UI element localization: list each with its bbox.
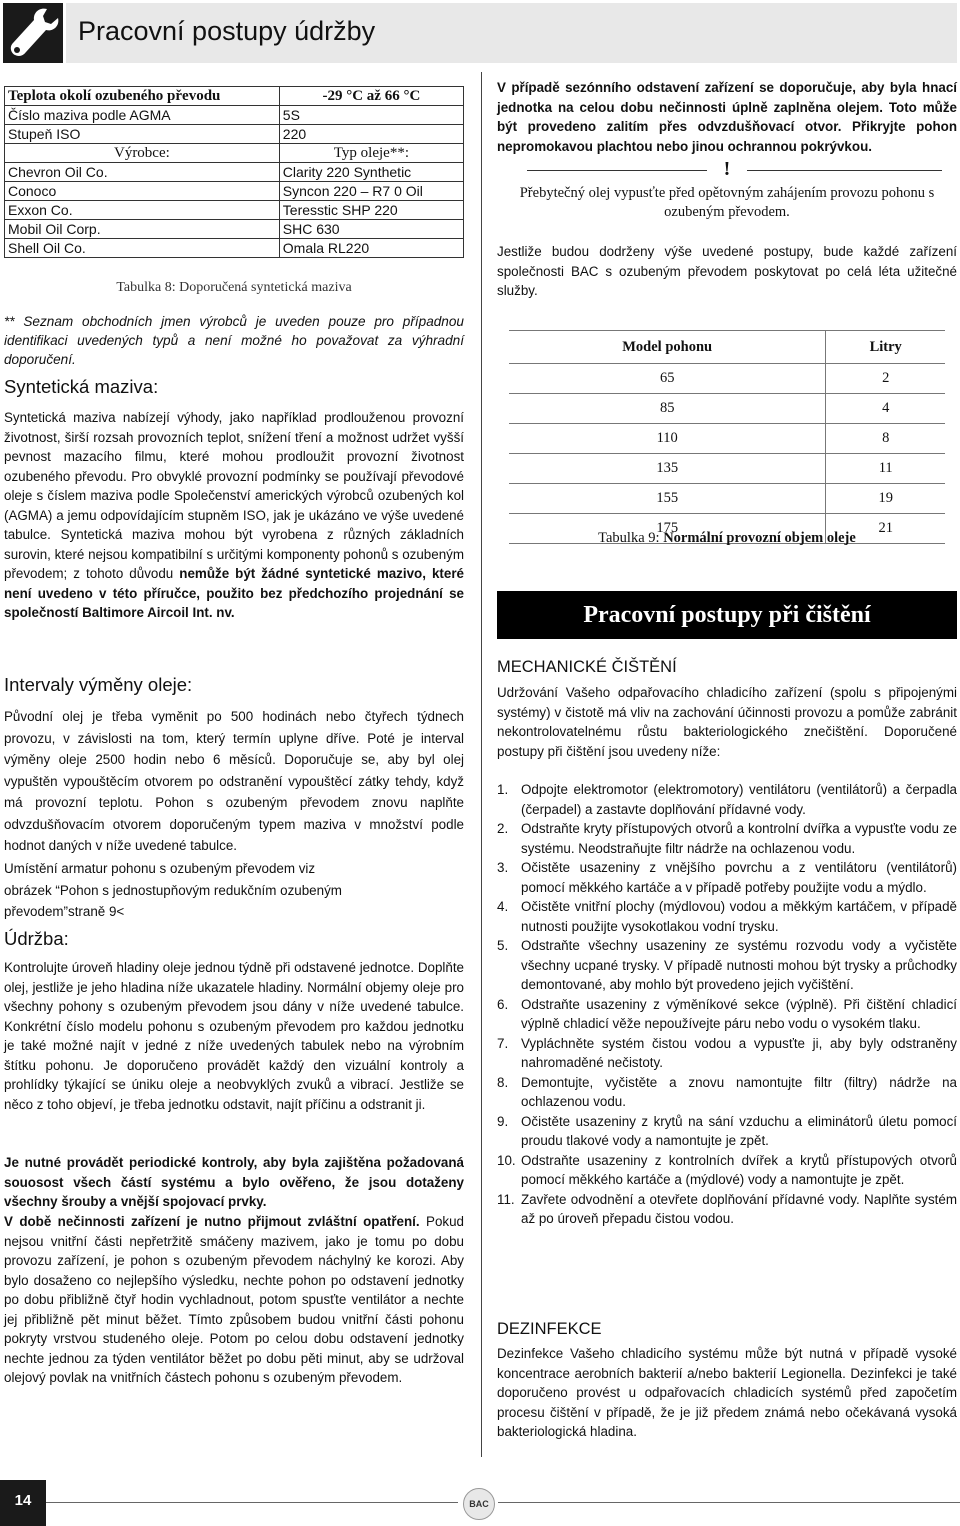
table-subheader-row: [5, 144, 464, 163]
step-number: 3.: [497, 860, 509, 875]
warning-text: Přebytečný olej vypusťte před opětovným zahájením provozu pohonu s ozubeným převodem.: [519, 185, 935, 220]
oil-type-header: Typ oleje**:: [279, 144, 463, 163]
table-row: [5, 220, 464, 239]
temp-range: -29 °C až 66 °C: [279, 87, 463, 106]
model-cell: 155: [509, 484, 826, 514]
synthetic-lubricants-table: [4, 86, 464, 258]
table-row: [5, 163, 464, 182]
disinfection-text: Dezinfekce Vašeho chladicího systému může být nutná v případě vysoké koncentrace aerobních bakterií a/nebo bakterií Legionella. Dezinfekci je také doporučeno provést u odpařovacích chladicích systémů před započetím procesu čištění v případě, že je již předem známá nebo očekávaná vysoká bakteriologická hladina.: [497, 1346, 957, 1439]
list-item: [497, 1073, 957, 1112]
liters-cell: 4: [826, 394, 945, 424]
step-text: Očistěte usazeniny z vnějšího povrchu a z ventilátoru (ventilátorů) pomocí měkkého kartáče a v případě potřeby použijte vodu a mýdlo.: [521, 860, 957, 895]
step-number: 9.: [497, 1113, 509, 1129]
list-item: [497, 780, 957, 819]
step-number: 5.: [497, 938, 509, 953]
idle-paragraph: [4, 1212, 464, 1388]
step-text: Očistěte vnitřní plochy (mýdlovou) vodou a měkkým kartáčem, v případě nutnosti použijte vysokotlakou vodní trysku.: [521, 899, 957, 934]
synthetic-text: Syntetická maziva nabízejí výhody, jako například prodlouženou provozní životnost, širší rozsah provozních teplot, snížení tření a možnost udržet vyšší pevnost mazacího filmu, které mohou prodloužit provozní životnost ozubeného převodu. Pro obvyklé provozní podmínky se používají převodové oleje s číslem maziva podle Společenství amerických výrobců ozubených kol (AGMA) a jemu odpovídajícím stupněm ISO, jak je ukázáno ve výše uvedené tabulce. Syntetická maziva mohou být vyrobena z různých základních surovin, které nejsou kompatibilní s určitými komponenty pohonů s ozubeným převodem; z tohoto důvodu: [4, 410, 464, 581]
step-number: 8.: [497, 1074, 509, 1090]
maintenance-heading: Údržba:: [4, 928, 69, 949]
list-item: [497, 858, 957, 897]
oil-volume-table: [509, 330, 945, 544]
table-row: [5, 125, 464, 144]
model-cell: 135: [509, 454, 826, 484]
column-divider: [481, 72, 482, 1457]
step-text: Odpojte elektromotor (elektromotory) ventilátoru (ventilátorů) a čerpadla (čerpadel) a zastavte doplňování přídavné vody.: [521, 782, 957, 817]
oil-cell: Omala RL220: [279, 239, 463, 258]
table-row: [509, 424, 945, 454]
step-number: 1.: [497, 782, 509, 797]
idle-text: Pokud nejsou vnitřní části nepřetržitě smáčeny mazivem, jako je tomu po dobu provozu zařízení, je pohon s ozubeným převodem náchylný ke korozi. Aby bylo dosaženo co nejlepšího výsledku, nechte pohon po odstavení jednotky po dobu přibližně čtyř hodin vychladnout, potom spusťte ventilátor a nechte jej přibližně pět minut běžet. Tímto způsobem budou vnitřní části pohonu pokryty vrstvou studeného oleje. Potom po celou dobu odstavení jednotky nechte jednou za týden ventilátor běžet po dobu pěti minut, aby se udržoval olejový povlak na vnitřních částech pohonu s ozubeným převodem.: [4, 1214, 464, 1385]
table-row: [5, 106, 464, 125]
step-text: Očistěte usazeniny z krytů na sání vzduchu a eliminátorů úletu pomocí proudu tlakové vody a namontujte je zpět.: [521, 1113, 957, 1148]
oil-cell: Syncon 220 – R7 0 Oil: [279, 182, 463, 201]
exclamation-icon: !: [723, 158, 731, 180]
maker-cell: Mobil Oil Corp.: [5, 220, 280, 239]
page-header: [0, 0, 960, 64]
mechanical-cleaning-intro: Udržování Vašeho odpařovacího chladicího zařízení (spolu s připojenými systémy) v čistotě má vliv na zachování účinnosti provozu a pomůže zabránit nekontrolovatelnému růstu bakteriologického znečištění. Doporučené postupy při čištění jsou uvedeny níže:: [497, 685, 957, 759]
bac-service-paragraph: Jestliže budou dodrženy výše uvedené postupy, bude každé zařízení společnosti BAC s ozubeným převodem poskytovat po celá léta užitečné služby.: [497, 244, 957, 298]
model-cell: 175: [509, 514, 826, 544]
title-band: [66, 3, 957, 63]
row-label: Stupeň ISO: [5, 125, 280, 144]
liters-cell: 2: [826, 364, 945, 394]
step-number: 2.: [497, 821, 509, 836]
liters-cell: 19: [826, 484, 945, 514]
maker-header: Výrobce:: [5, 144, 280, 163]
list-item: [497, 995, 957, 1034]
wrench-logo: [3, 3, 63, 63]
footer-rule-right: [498, 1502, 960, 1503]
footer-rule-left: [46, 1502, 458, 1503]
temp-label: Teplota okolí ozubeného převodu: [5, 87, 280, 106]
liters-cell: 8: [826, 424, 945, 454]
step-number: 11.: [497, 1191, 515, 1207]
table8-caption: Tabulka 8: Doporučená syntetická maziva: [116, 280, 352, 295]
model-cell: 85: [509, 394, 826, 424]
list-item: [497, 1190, 957, 1229]
step-text: Vypláchněte systém čistou vodou a vypusťte ji, aby byly odstraněny nahromaděné nečistoty.: [521, 1035, 957, 1070]
wrench-icon: [3, 3, 63, 63]
idle-warning: V době nečinnosti zařízení je nutno přijmout zvláštní opatření.: [4, 1214, 420, 1229]
liters-cell: 21: [826, 514, 945, 544]
cleaning-banner: Pracovní postupy při čištění: [497, 591, 957, 639]
seasonal-shutdown-note: V případě sezónního odstavení zařízení se doporučuje, aby byla hnací jednotka na celou dobu nečinnosti úplně zaplněna olejem. Toto může být provedeno zalitím přes odvzdušňovací otvor. Přikryjte pohon nepromokavou plachtou nebo jinou ochrannou pokrývkou.: [497, 80, 957, 154]
row-label: Číslo maziva podle AGMA: [5, 106, 280, 125]
synthetic-warning: nemůže být žádné syntetické mazivo, které není uvedeno v této příručce, použito bez předchozího projednání se společností Baltimore Aircoil Int. nv.: [4, 566, 464, 620]
table9-caption-prefix: Tabulka 9:: [598, 530, 664, 546]
table-row: [509, 484, 945, 514]
list-item: [497, 1034, 957, 1073]
cleaning-steps: [497, 780, 957, 1229]
list-item: [497, 897, 957, 936]
oil-cell: Teresstic SHP 220: [279, 201, 463, 220]
page-title: Pracovní postupy údržby: [78, 16, 376, 46]
oil-cell: Clarity 220 Synthetic: [279, 163, 463, 182]
list-item: [497, 1151, 957, 1190]
footnote: ** Seznam obchodních jmen výrobců je uveden pouze pro případnou identifikaci uvedených typů a není možné ho považovat za výhradní doporučení.: [4, 314, 464, 367]
step-number: 7.: [497, 1035, 509, 1051]
step-text: Zavřete odvodnění a otevřete doplňování přídavné vody. Naplňte systém až po úroveň přepadu čistou vodou.: [521, 1191, 957, 1226]
disinfection-heading: DEZINFEKCE: [497, 1320, 602, 1338]
page-number: 14: [0, 1480, 46, 1526]
step-number: 10.: [497, 1152, 516, 1168]
maker-cell: Chevron Oil Co.: [5, 163, 280, 182]
table9-caption-title: Normální provozní objem oleje: [663, 530, 856, 546]
row-value: 5S: [279, 106, 463, 125]
list-item: [497, 819, 957, 858]
maintenance-paragraph: Kontrolujte úroveň hladiny oleje jednou týdně při odstavené jednotce. Doplňte olej, jestliže je jeho hladina níže ukazatele hladiny. Normální objemy oleje pro všechny pohony s ozubeným převodem jsou dány v níže uvedené tabulce. Konkrétní číslo modelu pohonu s ozubeným převodem pro každou jednotku je také možné najít v jedné z níže uvedených tabulek nebo na výrobním štítku pohonu. Je doporučeno provádět každý den vizuální kontroly a prohlídky týkající se úniku oleje a neobvyklých zvuků a vibrací. Jestliže se něco z toho objeví, je třeba jednotku odstavit, najít příčinu a odstranit ji.: [4, 960, 464, 1112]
model-header: Model pohonu: [509, 331, 826, 364]
model-cell: 110: [509, 424, 826, 454]
step-text: Odstraňte kryty přístupových otvorů a kontrolní dvířka a vypusťte vodu ze systému. Neodstraňujte filtr nádrže na ochlazenou vodu.: [521, 821, 957, 856]
bac-logo: BAC: [463, 1488, 495, 1520]
oil-cell: SHC 630: [279, 220, 463, 239]
warning-box: [497, 158, 957, 228]
model-cell: 65: [509, 364, 826, 394]
intervals-heading: Intervaly výměny oleje:: [4, 674, 193, 695]
intervals-paragraph: Původní olej je třeba vyměnit po 500 hodinách nebo čtyřech týdnech provozu, v závislosti na tom, který termín uplyne dříve. Poté je interval výměny oleje 2500 hodin nebo 6 měsíců. Doporučuje se, aby byl olej vypuštěn vypouštěcím otvorem po odstranění vypouštěcí zátky tehdy, když má provozní teplotu. Pohon s ozubeným převodem znovu naplňte odvzdušňovacím otvorem doporučeným typem maziva v množství podle hodnot daných v níže uvedené tabulce.: [4, 709, 464, 853]
step-text: Odstraňte usazeniny z kontrolních dvířek a krytů přístupových otvorů pomocí měkkého kartáče a (mýdlové) vody a namontujte je zpět.: [521, 1152, 957, 1187]
intervals-reference: Umístění armatur pohonu s ozubeným převodem viz obrázek “Pohon s jednostupňovým redukčním ozubeným převodem”straně 9<: [4, 861, 342, 919]
alignment-note: Je nutné provádět periodické kontroly, aby byla zajištěna požadovaná souosost všech částí systému a bylo ověřeno, že jsou dotaženy všechny šrouby a vnější spojovací prvky.: [4, 1155, 464, 1209]
step-text: Odstraňte všechny usazeniny ze systému rozvodu vody a vyčistěte všechny ucpané trysky. V případě nutnosti mohou být trysky a průchodky demontované, aby mohlo být provedeno jejich vyčištění.: [521, 938, 957, 992]
step-text: Odstraňte usazeniny z výměníkové sekce (výplně). Při čištění chladicí výplně chladicí věže nepoužívejte páru nebo vodu o vysokém tlaku.: [521, 996, 957, 1031]
mechanical-cleaning-heading: MECHANICKÉ ČIŠTĚNÍ: [497, 658, 677, 676]
table9-caption: [497, 530, 957, 547]
liters-header: Litry: [826, 331, 945, 364]
step-number: 4.: [497, 899, 509, 914]
table-row: [5, 201, 464, 220]
liters-cell: 11: [826, 454, 945, 484]
maker-cell: Shell Oil Co.: [5, 239, 280, 258]
synthetic-heading: Syntetická maziva:: [4, 376, 159, 397]
step-text: Demontujte, vyčistěte a znovu namontujte filtr (filtry) nádrže na ochlazenou vodu.: [521, 1074, 957, 1109]
table-row: [509, 394, 945, 424]
list-item: [497, 1112, 957, 1151]
table-row: [509, 364, 945, 394]
table-row: [5, 239, 464, 258]
table-header-row: [5, 87, 464, 106]
table-row: [5, 182, 464, 201]
row-value: 220: [279, 125, 463, 144]
synthetic-paragraph: [4, 408, 464, 623]
step-number: 6.: [497, 996, 509, 1012]
maker-cell: Conoco: [5, 182, 280, 201]
table-header-row: [509, 331, 945, 364]
list-item: [497, 936, 957, 995]
table-row: [509, 454, 945, 484]
maker-cell: Exxon Co.: [5, 201, 280, 220]
